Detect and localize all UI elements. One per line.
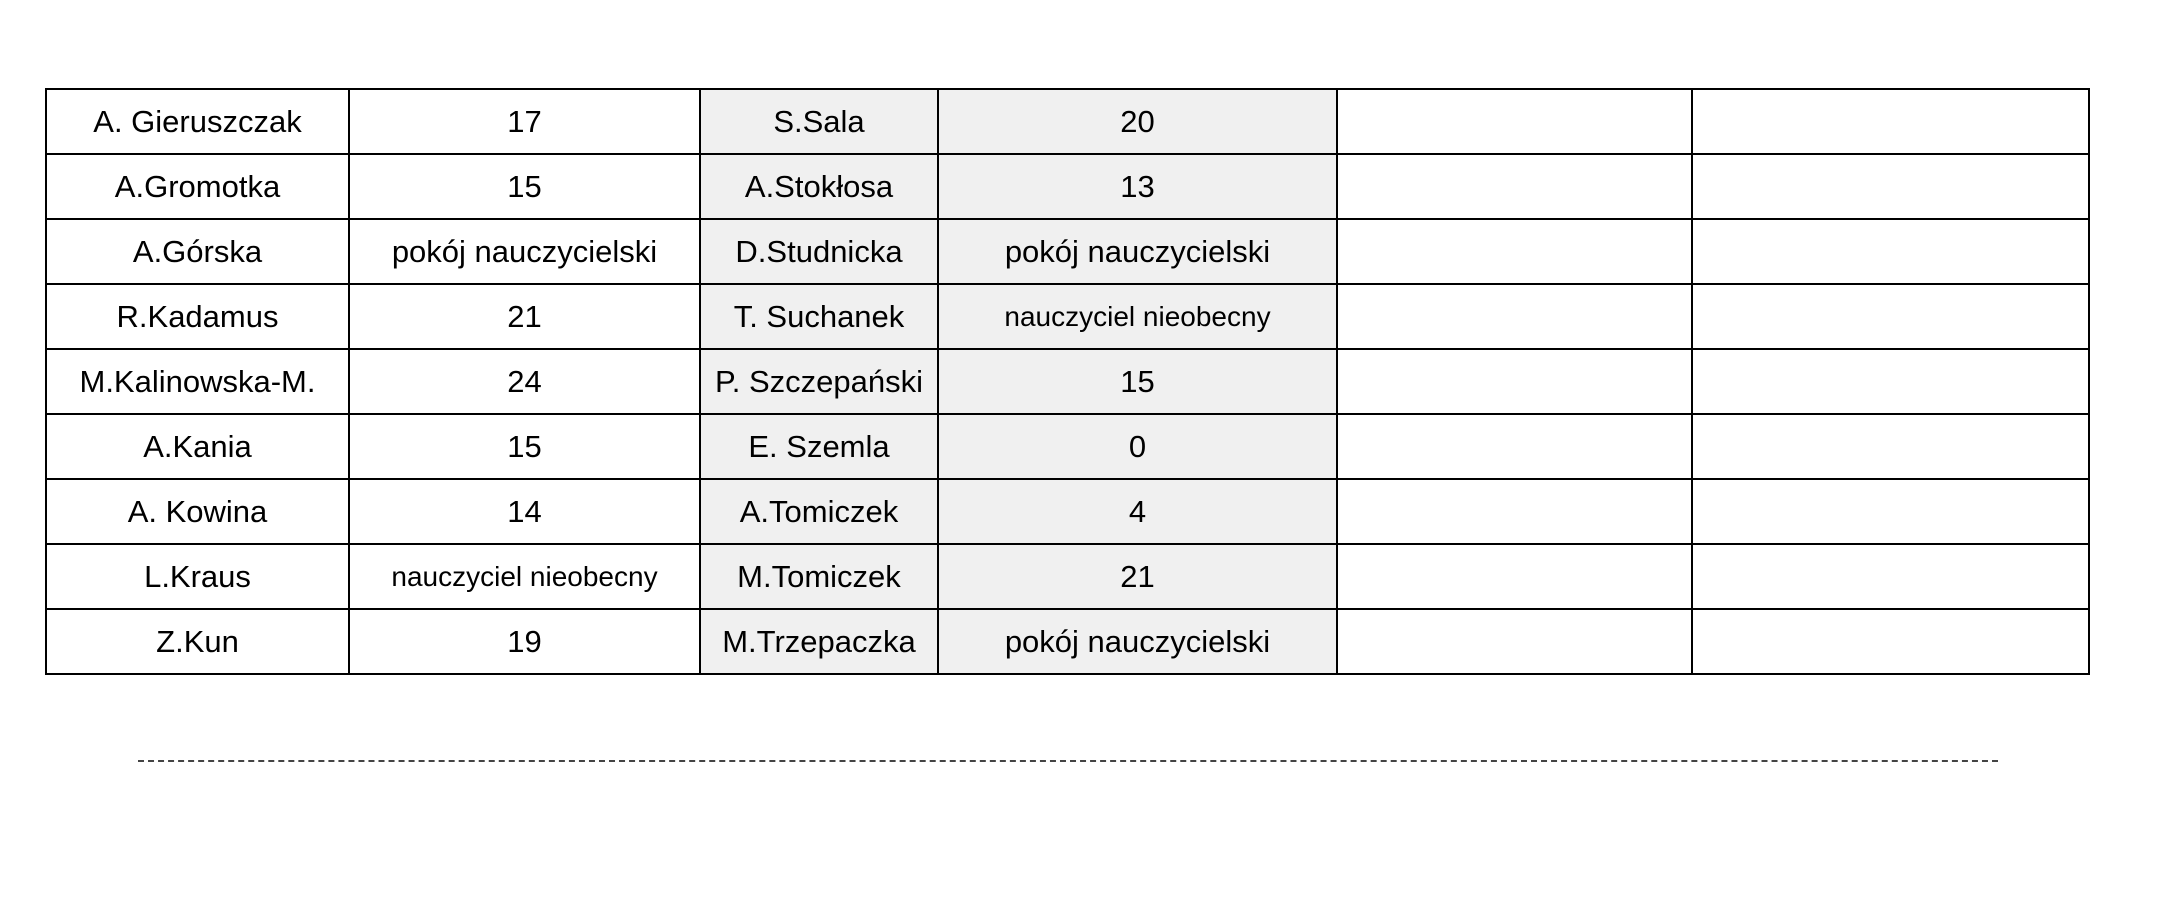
empty-cell (1337, 349, 1692, 414)
empty-cell (1337, 219, 1692, 284)
table-row (46, 349, 2089, 414)
empty-cell (1692, 284, 2089, 349)
table-row (46, 609, 2089, 674)
empty-cell (1337, 479, 1692, 544)
teacher-name-cell: A. Kowina (46, 479, 349, 544)
room-cell: pokój nauczycielski (349, 219, 700, 284)
room-cell: 17 (349, 89, 700, 154)
room-cell: 24 (349, 349, 700, 414)
teacher-name-cell: Z.Kun (46, 609, 349, 674)
table-row (46, 219, 2089, 284)
table-body (46, 89, 2089, 674)
teacher-name-cell: E. Szemla (700, 414, 938, 479)
table-row (46, 414, 2089, 479)
room-cell: 20 (938, 89, 1337, 154)
room-cell: nauczyciel nieobecny (938, 284, 1337, 349)
teacher-name-cell: A.Gromotka (46, 154, 349, 219)
teacher-name-cell: T. Suchanek (700, 284, 938, 349)
table-row (46, 89, 2089, 154)
room-cell: 15 (938, 349, 1337, 414)
teacher-name-cell: A.Tomiczek (700, 479, 938, 544)
empty-cell (1692, 219, 2089, 284)
teacher-name-cell: R.Kadamus (46, 284, 349, 349)
room-cell: 14 (349, 479, 700, 544)
table-row (46, 284, 2089, 349)
teacher-name-cell: M.Trzepaczka (700, 609, 938, 674)
room-cell: 15 (349, 154, 700, 219)
empty-cell (1692, 414, 2089, 479)
room-cell: nauczyciel nieobecny (349, 544, 700, 609)
empty-cell (1337, 284, 1692, 349)
teacher-name-cell: M.Kalinowska-M. (46, 349, 349, 414)
empty-cell (1692, 609, 2089, 674)
teacher-name-cell: L.Kraus (46, 544, 349, 609)
table-row (46, 544, 2089, 609)
teacher-name-cell: S.Sala (700, 89, 938, 154)
empty-cell (1337, 414, 1692, 479)
teacher-name-cell: A. Gieruszczak (46, 89, 349, 154)
empty-cell (1337, 609, 1692, 674)
empty-cell (1337, 544, 1692, 609)
empty-cell (1337, 154, 1692, 219)
teacher-name-cell: A.Stokłosa (700, 154, 938, 219)
empty-cell (1692, 89, 2089, 154)
teacher-name-cell: D.Studnicka (700, 219, 938, 284)
empty-cell (1337, 89, 1692, 154)
room-cell: 15 (349, 414, 700, 479)
room-cell: pokój nauczycielski (938, 219, 1337, 284)
table-row (46, 479, 2089, 544)
empty-cell (1692, 479, 2089, 544)
empty-cell (1692, 349, 2089, 414)
room-cell: 19 (349, 609, 700, 674)
teacher-name-cell: A.Kania (46, 414, 349, 479)
room-cell: pokój nauczycielski (938, 609, 1337, 674)
room-cell: 21 (938, 544, 1337, 609)
teacher-name-cell: P. Szczepański (700, 349, 938, 414)
room-cell: 4 (938, 479, 1337, 544)
teacher-name-cell: M.Tomiczek (700, 544, 938, 609)
teacher-name-cell: A.Górska (46, 219, 349, 284)
empty-cell (1692, 154, 2089, 219)
empty-cell (1692, 544, 2089, 609)
room-cell: 13 (938, 154, 1337, 219)
room-cell: 21 (349, 284, 700, 349)
room-cell: 0 (938, 414, 1337, 479)
table-row (46, 154, 2089, 219)
dashed-separator (138, 760, 1998, 762)
teacher-room-table (45, 88, 2090, 675)
